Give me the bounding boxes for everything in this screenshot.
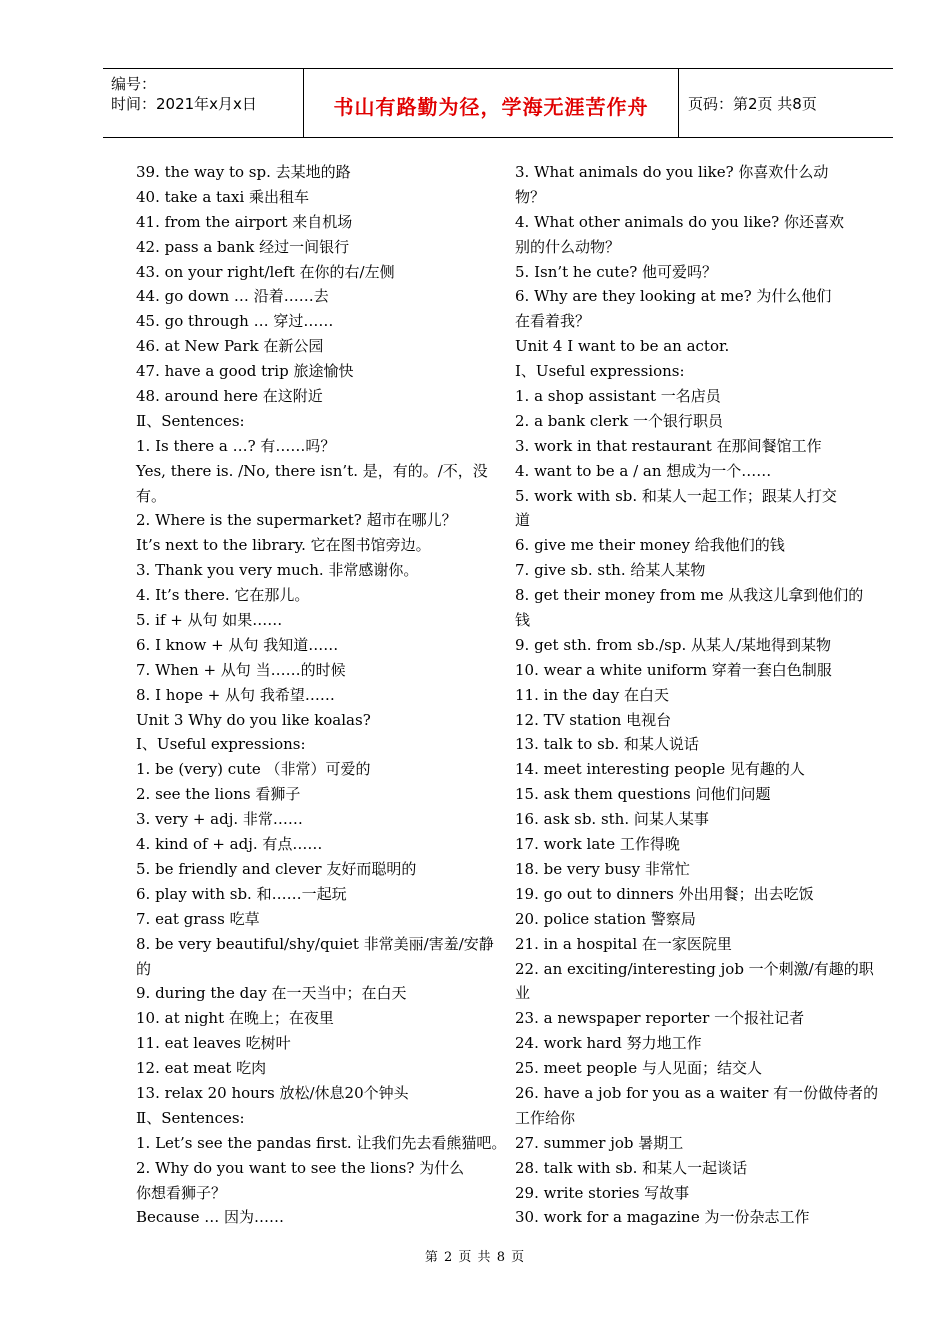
- text-line: 工作给你: [515, 1108, 576, 1127]
- text-line: 2. a bank clerk 一个银行职员: [515, 411, 723, 430]
- text-line: 17. work late 工作得晚: [515, 835, 680, 854]
- text-line: 46. at New Park 在新公园: [136, 337, 324, 356]
- text-line: 6. play with sb. 和……一起玩: [136, 884, 347, 903]
- text-line: Unit 3 Why do you like koalas?: [136, 710, 371, 729]
- text-line: 6. I know + 从句 我知道……: [136, 635, 339, 654]
- text-line: 13. talk to sb. 和某人说话: [515, 735, 699, 754]
- text-line: 7. give sb. sth. 给某人某物: [515, 561, 706, 580]
- right-column: [515, 160, 879, 1230]
- text-line: 26. have a job for you as a waiter 有一份做侍者的: [515, 1083, 879, 1102]
- text-line: 业: [515, 984, 531, 1003]
- text-line: 20. police station 警察局: [515, 909, 696, 928]
- header-page-label: 页码：第2页 共8页: [688, 95, 817, 113]
- text-line: 1. be (very) cute （非常）可爱的: [136, 760, 371, 779]
- text-line: 4. What other animals do you like? 你还喜欢: [515, 212, 844, 231]
- text-line: 1. Let’s see the pandas first. 让我们先去看熊猫吧。: [136, 1133, 507, 1152]
- text-line: 15. ask them questions 问他们问题: [515, 785, 771, 804]
- text-line: 13. relax 20 hours 放松/休息20个钟头: [136, 1083, 409, 1102]
- header-info-cell: [103, 69, 303, 137]
- text-line: Ⅱ、Sentences:: [136, 411, 245, 430]
- text-line: 21. in a hospital 在一家医院里: [515, 934, 732, 953]
- document-time-label: 时间：2021年x月x日: [111, 95, 257, 113]
- text-line: 1. a shop assistant 一名店员: [515, 387, 721, 406]
- text-line: 43. on your right/left 在你的右/左侧: [136, 262, 395, 281]
- text-line: 2. Why do you want to see the lions? 为什么: [136, 1158, 465, 1177]
- header-page-cell: [678, 69, 893, 137]
- text-line: 3. Thank you very much. 非常感谢你。: [136, 561, 419, 580]
- text-line: 12. eat meat 吃肉: [136, 1059, 267, 1078]
- text-line: 27. summer job 暑期工: [515, 1133, 684, 1152]
- text-line: 11. in the day 在白天: [515, 685, 669, 704]
- text-line: 29. write stories 写故事: [515, 1183, 690, 1202]
- text-line: 3. work in that restaurant 在那间餐馆工作: [515, 436, 822, 455]
- text-line: 16. ask sb. sth. 问某人某事: [515, 810, 709, 829]
- text-line: 30. work for a magazine 为一份杂志工作: [515, 1208, 810, 1227]
- document-number-label: 编号：: [111, 75, 157, 93]
- text-line: 1. Is there a …? 有……吗？: [136, 436, 336, 455]
- page-header: [103, 68, 893, 138]
- text-line: 6. Why are they looking at me? 为什么他们: [515, 287, 832, 306]
- text-line: 7. eat grass 吃草: [136, 909, 260, 928]
- text-line: 48. around here 在这附近: [136, 387, 323, 406]
- text-line: 28. talk with sb. 和某人一起谈话: [515, 1158, 748, 1177]
- text-line: 7. When + 从句 当……的时候: [136, 660, 346, 679]
- header-motto: 书山有路勤为径，学海无涯苦作舟: [333, 95, 649, 119]
- text-line: Because … 因为……: [136, 1208, 285, 1227]
- text-line: 24. work hard 努力地工作: [515, 1034, 702, 1053]
- text-line: 9. during the day 在一天当中；在白天: [136, 984, 407, 1003]
- header-motto-cell: [303, 69, 679, 137]
- text-line: Ⅱ、Sentences:: [136, 1108, 245, 1127]
- text-line: 5. Isn’t he cute? 他可爱吗？: [515, 262, 718, 281]
- text-line: 3. What animals do you like? 你喜欢什么动: [515, 163, 829, 181]
- text-line: It’s next to the library. 它在图书馆旁边。: [136, 536, 431, 555]
- text-line: 23. a newspaper reporter 一个报社记者: [515, 1009, 805, 1028]
- text-line: 5. if + 从句 如果……: [136, 611, 283, 630]
- text-line: 8. I hope + 从句 我希望……: [136, 685, 335, 704]
- text-line: 2. Where is the supermarket? 超市在哪儿？: [136, 511, 457, 530]
- text-line: 在看着我？: [515, 312, 591, 331]
- text-line: Unit 4 I want to be an actor.: [515, 337, 730, 356]
- text-line: 41. from the airport 来自机场: [136, 212, 353, 231]
- text-line: 别的什么动物？: [515, 237, 621, 256]
- text-line: Yes, there is. /No, there isn’t. 是，有的。/不，没: [136, 461, 488, 480]
- text-line: 4. want to be a / an 想成为一个……: [515, 461, 772, 480]
- text-line: 道: [515, 511, 531, 530]
- text-line: 2. see the lions 看狮子: [136, 785, 301, 804]
- text-line: 44. go down … 沿着……去: [136, 287, 329, 306]
- text-line: 4. kind of + adj. 有点……: [136, 835, 323, 854]
- text-line: 22. an exciting/interesting job 一个刺激/有趣的职: [515, 959, 874, 978]
- text-line: 10. at night 在晚上；在夜里: [136, 1009, 334, 1028]
- text-line: Ⅰ、Useful expressions:: [515, 362, 685, 381]
- text-line: 42. pass a bank 经过一间银行: [136, 237, 350, 256]
- text-line: 12. TV station 电视台: [515, 710, 672, 729]
- text-line: 8. get their money from me 从我这儿拿到他们的: [515, 586, 864, 605]
- text-line: 有。: [136, 486, 167, 505]
- text-line: 6. give me their money 给我他们的钱: [515, 536, 785, 555]
- text-line: 的: [136, 959, 152, 978]
- text-line: 18. be very busy 非常忙: [515, 859, 690, 878]
- text-line: 47. have a good trip 旅途愉快: [136, 362, 354, 381]
- text-line: 45. go through … 穿过……: [136, 312, 334, 331]
- text-line: 3. very + adj. 非常……: [136, 810, 303, 829]
- text-line: 5. work with sb. 和某人一起工作；跟某人打交: [515, 486, 837, 505]
- text-line: 40. take a taxi 乘出租车: [136, 187, 310, 206]
- text-line: Ⅰ、Useful expressions:: [136, 735, 306, 754]
- text-line: 钱: [515, 611, 531, 630]
- text-line: 10. wear a white uniform 穿着一套白色制服: [515, 660, 832, 679]
- text-line: 9. get sth. from sb./sp. 从某人/某地得到某物: [515, 635, 832, 654]
- text-line: 39. the way to sp. 去某地的路: [136, 163, 351, 181]
- text-line: 19. go out to dinners 外出用餐；出去吃饭: [515, 884, 814, 903]
- text-line: 物？: [515, 187, 546, 206]
- text-line: 5. be friendly and clever 友好而聪明的: [136, 859, 417, 878]
- text-line: 25. meet people 与人见面；结交人: [515, 1059, 762, 1078]
- text-line: 8. be very beautiful/shy/quiet 非常美丽/害羞/安静: [136, 934, 494, 953]
- left-column: [136, 160, 507, 1230]
- page-footer: 第 2 页 共 8 页: [424, 1250, 526, 1265]
- text-line: 你想看狮子？: [136, 1183, 227, 1202]
- text-line: 14. meet interesting people 见有趣的人: [515, 760, 805, 779]
- text-line: 11. eat leaves 吃树叶: [136, 1034, 291, 1053]
- text-line: 4. It’s there. 它在那儿。: [136, 586, 310, 605]
